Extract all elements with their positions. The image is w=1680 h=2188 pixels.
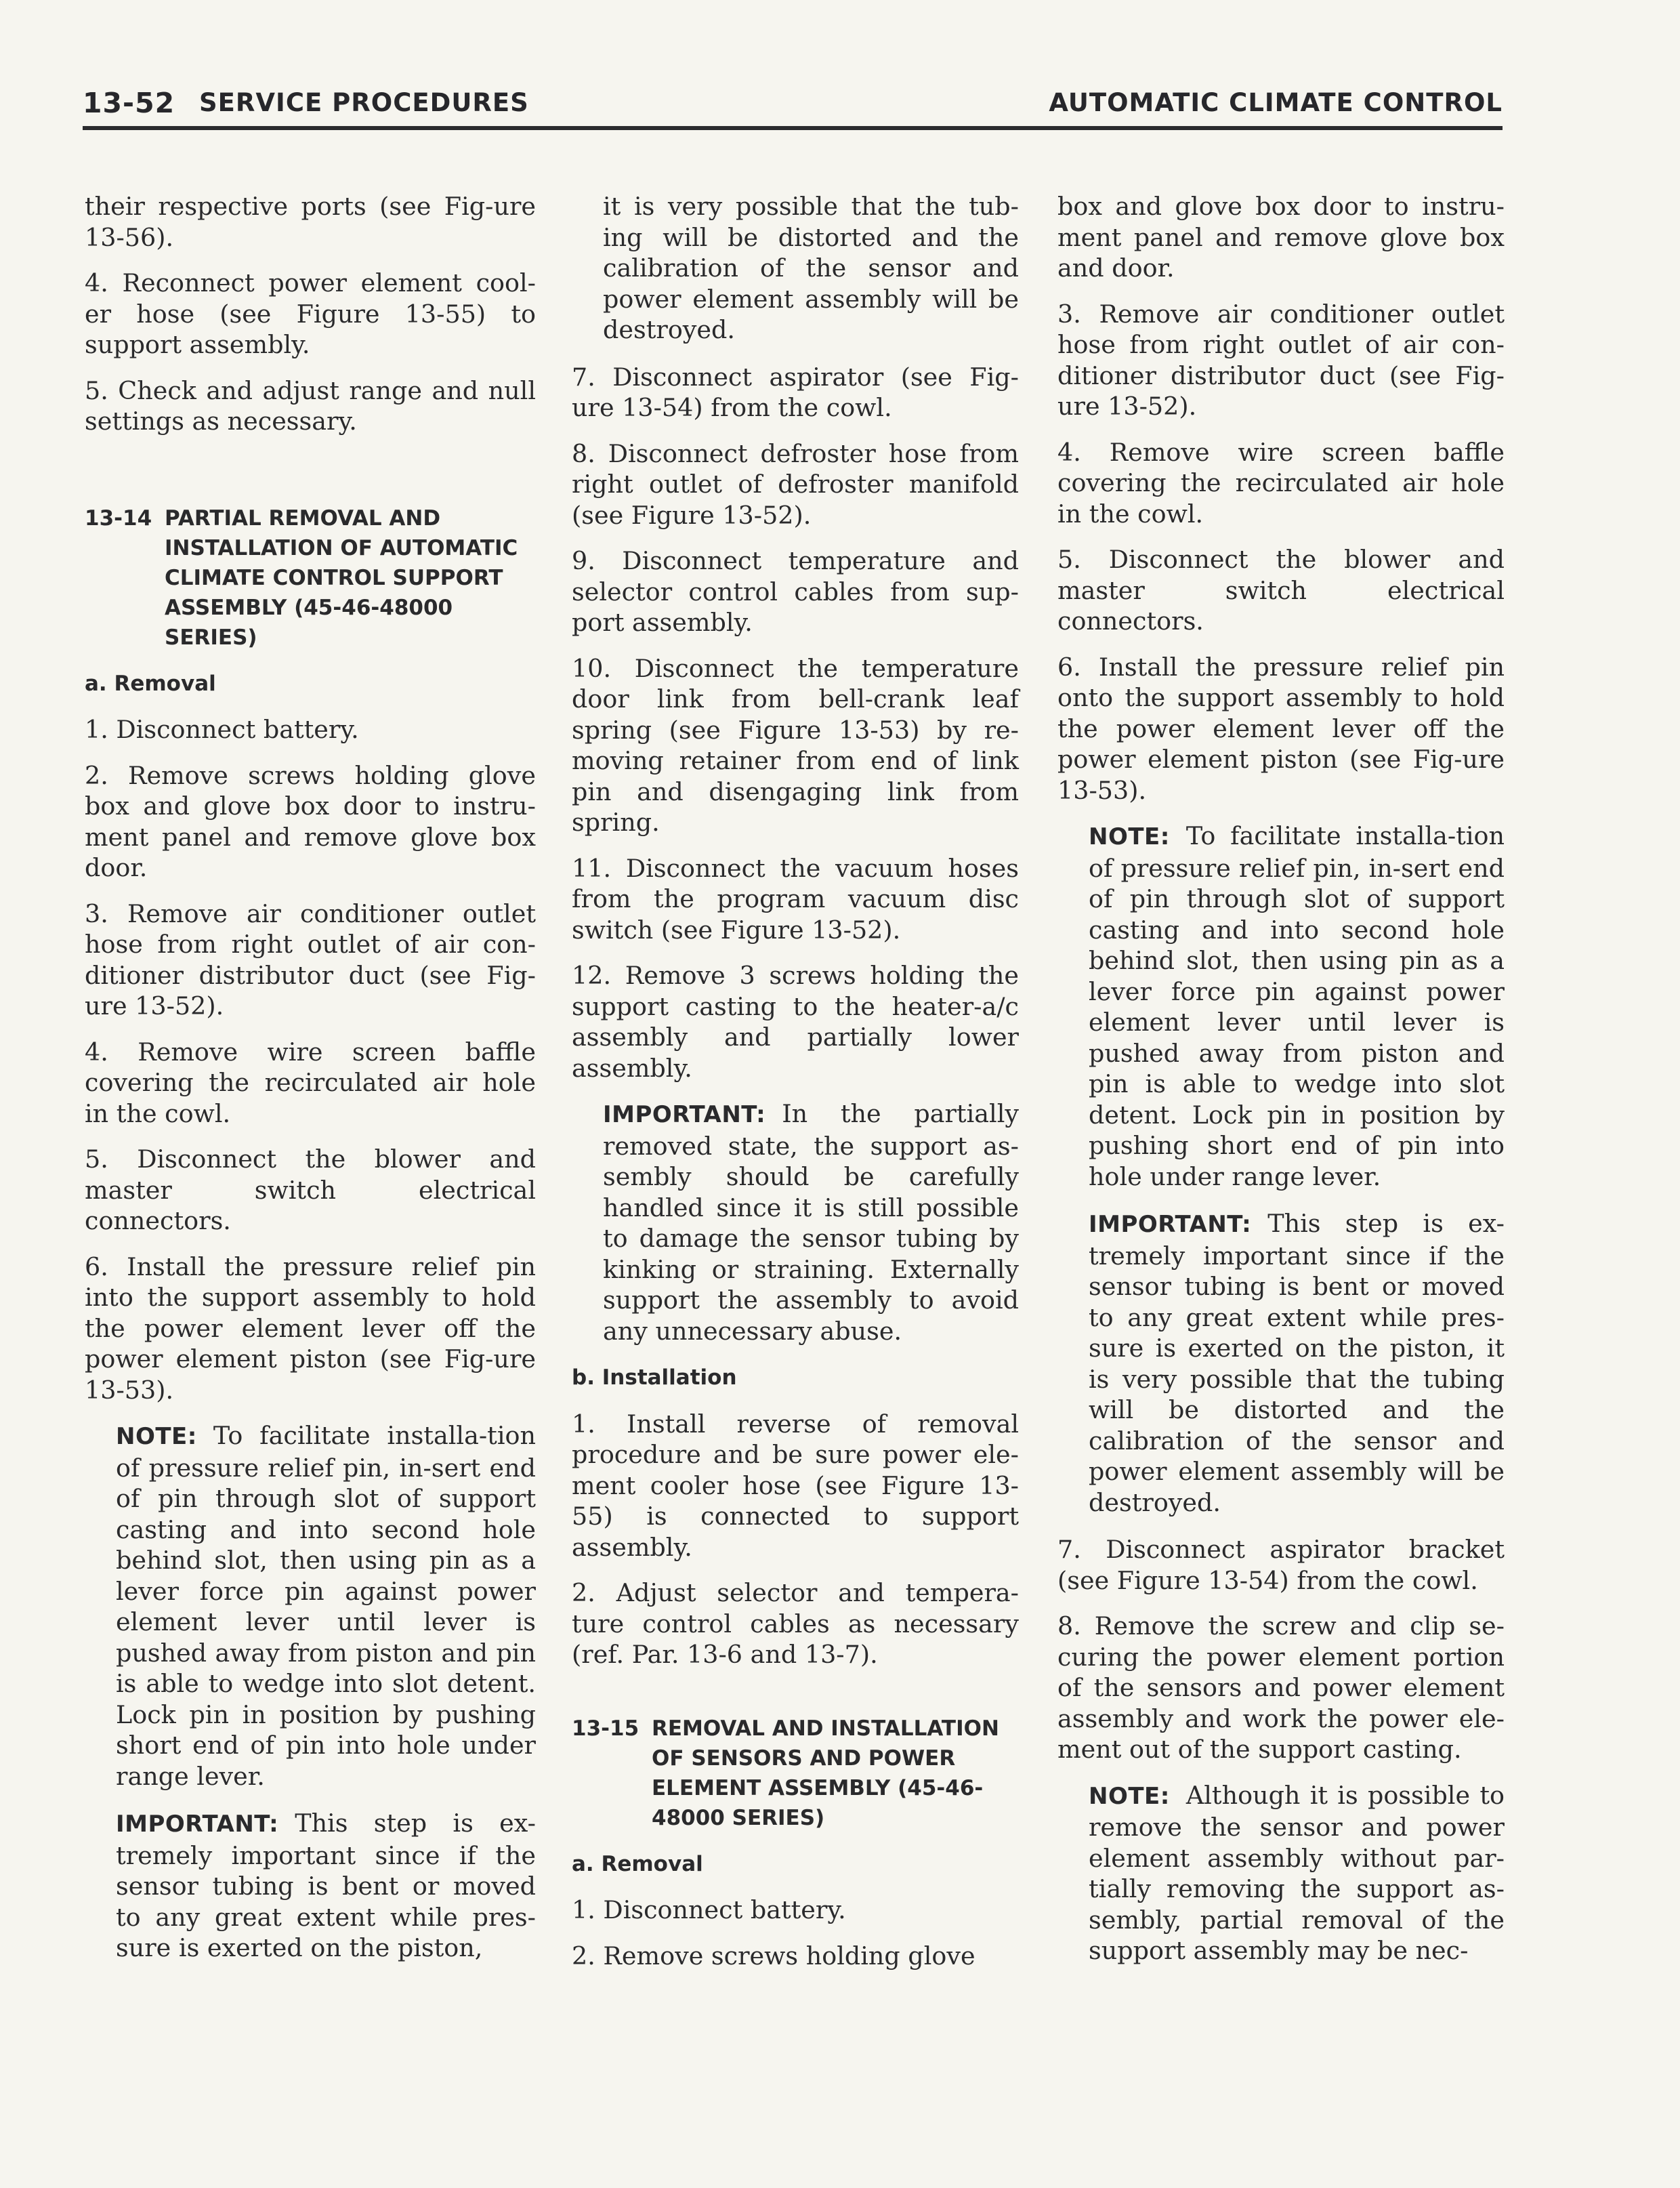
removal-step-10: 10. Disconnect the temperature door link from bell-crank leaf spring (see Figure 13-53) by re-moving retainer from end of link pin and disengaging link from spring. — [572, 653, 1019, 837]
section-heading-text: REMOVAL AND INSTALLATION OF SENSORS AND POWER ELEMENT ASSEMBLY (45-46-48000 SERIES) — [652, 1716, 999, 1830]
chapter-title: AUTOMATIC CLIMATE CONTROL — [1049, 88, 1503, 117]
step-5-check-adjust: 5. Check and adjust range and null settings as necessary. — [85, 375, 536, 436]
installation-step-2: 2. Adjust selector and tempera-ture control cables as necessary (ref. Par. 13-6 and 13-7). — [572, 1578, 1019, 1669]
important-continued: it is very possible that the tub-ing will be distorted and the calibration of the sensor and power element assembly will be destroyed. — [603, 192, 1019, 344]
note-text: Although it is possible to remove the sensor and power element assembly without par-tially removing the support as-sembly, partial removal of the support assembly may be nec- — [1089, 1780, 1505, 1965]
removal-step-8: 8. Disconnect defroster hose from right outlet of defroster manifold (see Figure 13-52). — [572, 438, 1019, 530]
removal-step-12: 12. Remove 3 screws holding the support casting to the heater-a/c assembly and partially lower assembly. — [572, 961, 1019, 1083]
note-label: NOTE: — [1089, 823, 1170, 850]
removal-step-1: 1. Disconnect battery. — [85, 715, 359, 744]
removal-step-3: 3. Remove air conditioner outlet hose from right outlet of air con-ditioner distributor duct (see Fig-ure 13-52). — [85, 899, 536, 1020]
removal-step-3: 3. Remove air conditioner outlet hose from right outlet of air con-ditioner distributor duct (see Fig-ure 13-52). — [1057, 299, 1505, 421]
removal-step-2: 2. Remove screws holding glove — [572, 1941, 975, 1970]
column-left — [85, 191, 536, 1980]
removal-step-11: 11. Disconnect the vacuum hoses from the program vacuum disc switch (see Figure 13-52). — [572, 853, 1019, 945]
page-number: 13-52 — [83, 87, 175, 119]
removal-step-7: 7. Disconnect aspirator (see Fig-ure 13-54) from the cowl. — [572, 362, 1019, 422]
section-title: SERVICE PROCEDURES — [199, 88, 529, 117]
removal-step-5: 5. Disconnect the blower and master switch electrical connectors. — [1057, 545, 1505, 636]
section-heading-13-15 — [572, 1714, 1019, 1833]
important-text: This step is ex-tremely important since if the sensor tubing is bent or moved to any great extent while pres-sure is exerted on the piston, it is very possible that the tubing will be distorted and the calibration of the sensor and power element assembly will be destroyed. — [1089, 1209, 1505, 1517]
important-text: This step is ex-tremely important since if the sensor tubing is bent or moved to any great extent while pres-sure is exerted on the piston, — [116, 1809, 536, 1962]
removal-step-8: 8. Remove the screw and clip se-curing the power element portion of the sensors and power element assembly and work the power ele-ment out of the support casting. — [1057, 1611, 1505, 1764]
important-block — [85, 1808, 536, 1964]
note-text: To facilitate installa-tion of pressure relief pin, in-sert end of pin through slot of support casting and into second hole behind slot, then using pin as a lever force pin against power element lever until lever is pushed away from piston and pin is able to wedge into slot detent. Lock pin in position by pushing short end of pin into hole under range lever. — [1089, 821, 1505, 1191]
note-label: NOTE: — [1089, 1782, 1170, 1810]
page-header — [83, 87, 1503, 130]
subheading-removal: a. Removal — [85, 671, 216, 696]
section-heading-text: PARTIAL REMOVAL AND INSTALLATION OF AUTOMATIC CLIMATE CONTROL SUPPORT ASSEMBLY (45-46-48000 SERIES) — [165, 505, 518, 650]
removal-step-4: 4. Remove wire screen baffle covering the recirculated air hole in the cowl. — [85, 1037, 536, 1128]
note-block — [1057, 821, 1505, 1192]
section-number: 13-14 — [85, 505, 152, 531]
important-block — [1057, 1208, 1505, 1518]
header-rule — [83, 126, 1503, 130]
note-block — [1057, 1780, 1505, 1966]
important-label: IMPORTANT: — [603, 1101, 766, 1128]
removal-step-7: 7. Disconnect aspirator bracket (see Figure 13-54) from the cowl. — [1057, 1535, 1505, 1595]
removal-step-6: 6. Install the pressure relief pin onto the support assembly to hold the power element lever off the power element piston (see Fig-ure 13-53). — [1057, 652, 1505, 805]
subheading-installation: b. Installation — [572, 1365, 737, 1390]
removal-step-1: 1. Disconnect battery. — [572, 1895, 846, 1924]
important-text: In the partially removed state, the support as-sembly should be carefully handled since it is still possible to damage the sensor tubing by kinking or straining. Externally support the assembly to avoid any unnecessary abuse. — [603, 1099, 1019, 1346]
removal-step-4: 4. Remove wire screen baffle covering the recirculated air hole in the cowl. — [1057, 437, 1505, 529]
removal-step-2-continued: box and glove box door to instru-ment panel and remove glove box and door. — [1057, 192, 1505, 283]
note-label: NOTE: — [116, 1423, 197, 1450]
section-number: 13-15 — [572, 1716, 639, 1741]
removal-step-2: 2. Remove screws holding glove box and glove box door to instru-ment panel and remove glove box door. — [85, 760, 536, 882]
subheading-removal: a. Removal — [572, 1851, 703, 1876]
section-heading-13-14 — [85, 503, 536, 653]
important-block — [572, 1098, 1019, 1346]
column-middle — [572, 191, 1019, 1986]
note-block — [85, 1420, 536, 1792]
removal-step-5: 5. Disconnect the blower and master switch electrical connectors. — [85, 1144, 536, 1235]
removal-step-9: 9. Disconnect temperature and selector control cables from sup-port assembly. — [572, 546, 1019, 637]
column-right — [1057, 191, 1505, 1983]
step-4-reconnect-hose: 4. Reconnect power element cool-er hose (see Figure 13-55) to support assembly. — [85, 268, 536, 359]
paragraph: their respective ports (see Fig-ure 13-56). — [85, 192, 536, 252]
removal-step-6: 6. Install the pressure relief pin into the support assembly to hold the power element lever off the power element piston (see Fig-ure 13-53). — [85, 1252, 536, 1405]
important-label: IMPORTANT: — [116, 1811, 279, 1838]
important-label: IMPORTANT: — [1089, 1211, 1252, 1238]
note-text: To facilitate installa-tion of pressure relief pin, in-sert end of pin through slot of support casting and into second hole behind slot, then using pin as a lever force pin against power element lever until lever is pushed away from piston and pin is able to wedge into slot detent. Lock pin in position by pushing short end of pin into hole under range lever. — [116, 1421, 536, 1791]
installation-step-1: 1. Install reverse of removal procedure and be sure power ele-ment cooler hose (see Figure 13-55) is connected to support assembly. — [572, 1409, 1019, 1562]
